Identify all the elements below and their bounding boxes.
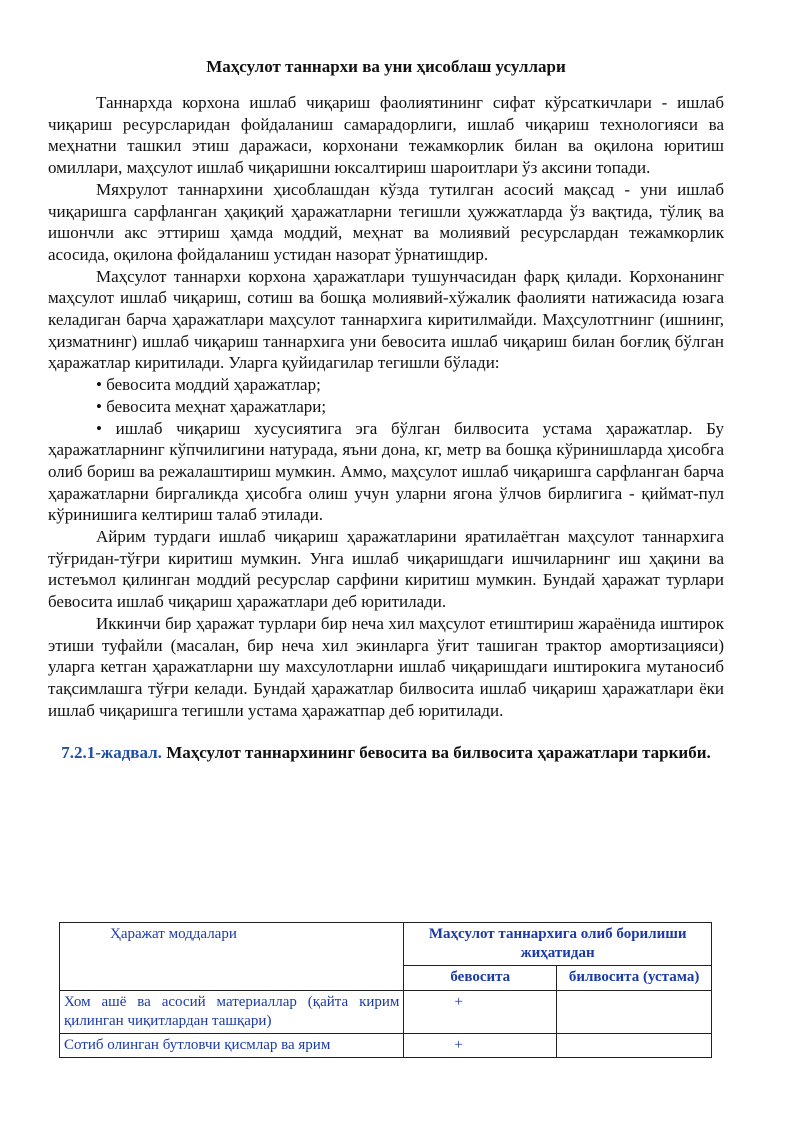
bullet-item-3-lead: • ишлаб чиқариш хусусиятига эга бўлган билвосита устама ҳаражатлар. <box>96 418 693 438</box>
table-header-row <box>60 923 712 966</box>
table-row <box>60 1034 712 1058</box>
document-body <box>48 92 724 721</box>
table-cell-item: Сотиб олинган бутловчи қисмлар ва ярим <box>60 1034 404 1058</box>
table-row <box>60 991 712 1034</box>
header-indirect: билвосита (устама) <box>557 966 712 991</box>
header-allocation: Маҳсулот таннархига олиб борилиши жиҳатидан <box>404 923 712 966</box>
table-cell-indirect <box>557 991 712 1034</box>
table-cell-direct: + <box>404 991 557 1034</box>
cost-composition-table <box>59 922 712 1058</box>
table-caption-label: 7.2.1-жадвал. <box>61 743 162 763</box>
bullet-item-1: • бевосита моддий ҳаражатлар; <box>96 375 321 395</box>
document-page <box>48 56 724 765</box>
bullet-item-3 <box>48 418 724 527</box>
table-caption-text: Маҳсулот таннархининг бевосита ва билвосита ҳаражатлари таркиби. <box>161 743 711 763</box>
header-cost-items: Ҳаражат моддалари <box>60 923 404 991</box>
header-direct: бевосита <box>404 966 557 991</box>
paragraph-5: Иккинчи бир ҳаражат турлари бир неча хил маҳсулот етиштириш жараёнида иштирок этиши туфайли (масалан, бир неча хил экинларга ўғит ташиган трактор амортизацияси) уларга кетган ҳаражатларни шу махсулотларни ишлаб чиқаришдаги иштирокига мутаносиб тақсимлашга тўғри келади. Бундай ҳаражатлар билвосита ишлаб чиқариш ҳаражатлари ёки ишлаб чиқаришга тегишли устама ҳаражатпар деб юритилади. <box>48 613 724 720</box>
table-cell-direct: + <box>404 1034 557 1058</box>
table-cell-indirect <box>557 1034 712 1058</box>
document-title: Маҳсулот таннархи ва уни ҳисоблаш усуллари <box>206 57 566 76</box>
table-cell-item: Хом ашё ва асосий материаллар (қайта кирим қилинган чиқитлардан ташқари) <box>60 991 404 1034</box>
paragraph-2: Мяхрулот таннархини ҳисоблашдан кўзда тутилган асосий мақсад - уни ишлаб чиқаришга сарфланган ҳақиқий ҳаражатларни тегишли ҳужжатларда ўз вақтида, тўлиқ ва ишончли акс эттириш ҳамда моддий, меҳнат ва молиявий ресурслардан тежамкорлик асосида, оқилона фойдаланиш устидан назорат ўрнатишдир. <box>48 179 724 264</box>
paragraph-3: Маҳсулот таннархи корхона ҳаражатлари тушунчасидан фарқ қилади. Корхонанинг маҳсулот ишлаб чиқариш, сотиш ва бошқа молиявий-хўжалик фаолияти натижасида юзага келадиган барча ҳаражатлари маҳсулот таннархига киритилмайди. Маҳсулотгнинг (ишнинг, ҳизматнинг) ишлаб чиқариш таннархига уни бевосита ишлаб чиқариш билан боғлиқ бўлган ҳаражатлар киритилади. Уларга қуйидагилар тегишли бўлади: <box>48 266 724 373</box>
bullet-item-2: • бевосита меҳнат ҳаражатлари; <box>96 396 327 416</box>
table-caption <box>48 741 724 765</box>
bullet-item-3-rest: Бу ҳаражатларнинг кўпчилигини натурада, яъни дона, кг, метр ва бошқа кўринишларда ҳисобга олиб бориш ва режалаштириш мумкин. Аммо, маҳсулот ишлаб чиқаришга сарфланган барча ҳаражатларни биргаликда ҳисобга олиш учун уларни ягона ўлчов бирлигига - қиймат-пул кўринишига келтириш талаб этилади. <box>48 418 725 525</box>
paragraph-1: Таннархда корхона ишлаб чиқариш фаолиятининг сифат кўрсаткичлари - ишлаб чиқариш ресурсларидан фойдаланиш самарадорлиги, ишлаб чиқариш технологияси ва меҳнатни ташкил этиш даражаси, корхонани тежамкорлик билан ва оқилона юритиш омиллари, маҳсулот ишлаб чиқаришни юксалтириш шароитлари ўз аксини топади. <box>48 93 724 178</box>
paragraph-4: Айрим турдаги ишлаб чиқариш ҳаражатларини яратилаётган маҳсулот таннархига тўғридан-тўғри киритиш мумкин. Унга ишлаб чиқаришдаги ишчиларнинг иш ҳақини ва истеъмол қилинган моддий ресурслар сарфини киритиш мумкин. Бундай ҳаражат турлари бевосита ишлаб чиқариш ҳаражатлари деб юритилади. <box>48 527 724 612</box>
